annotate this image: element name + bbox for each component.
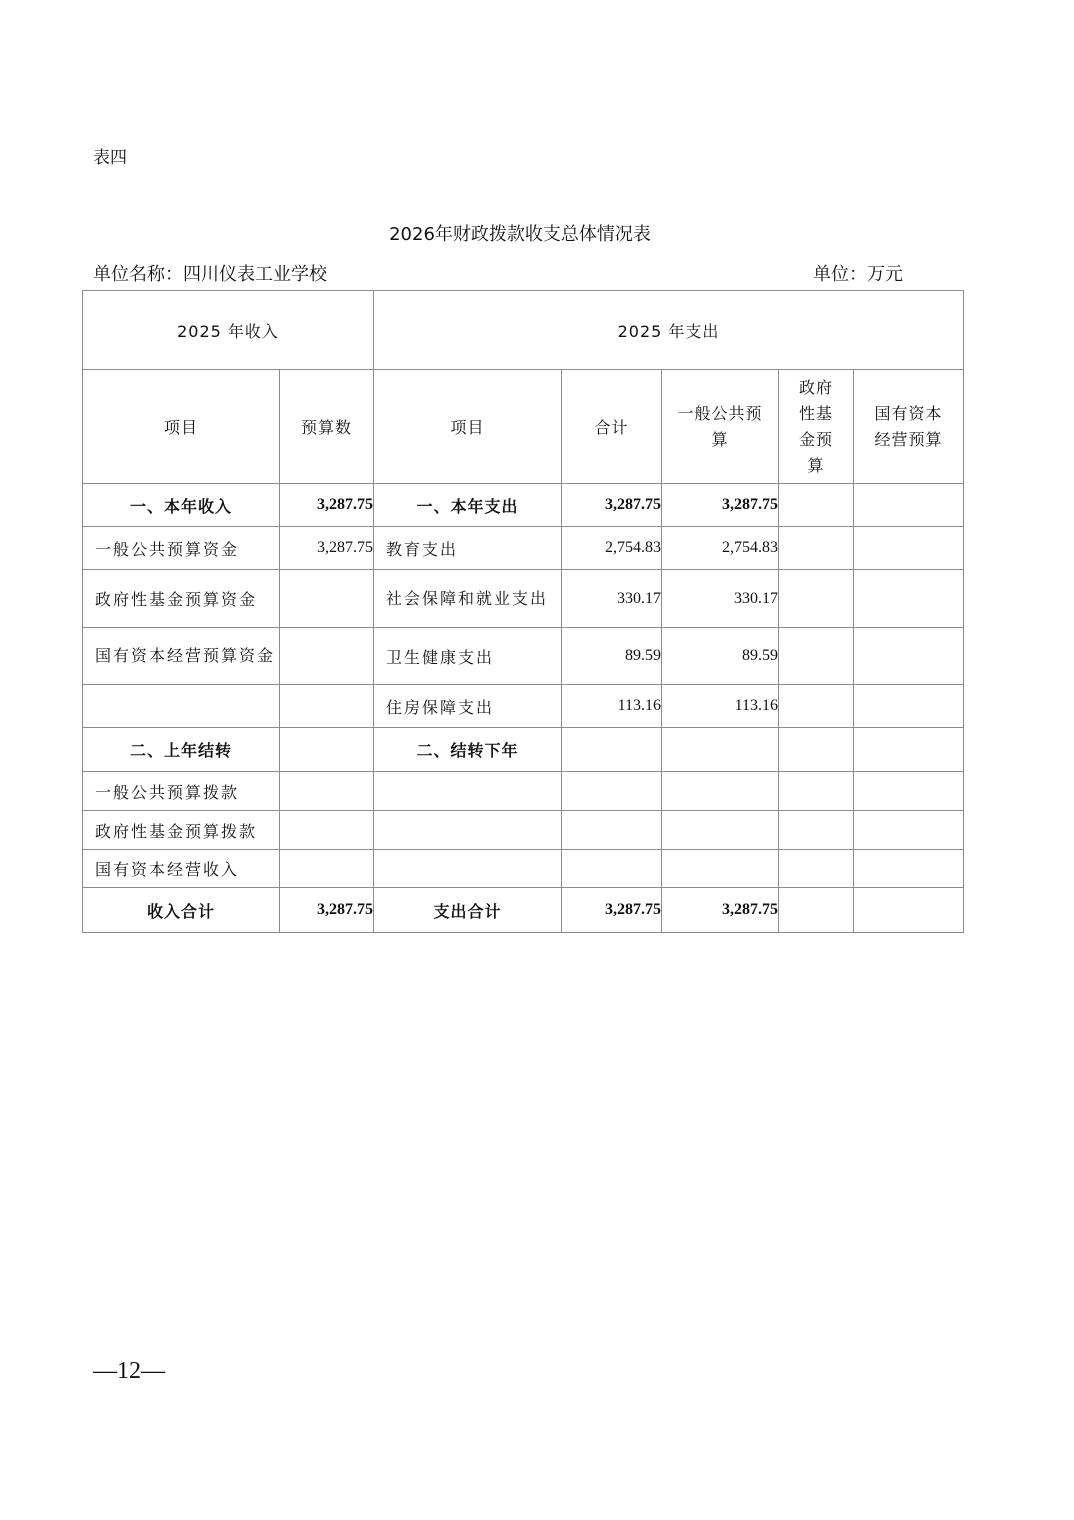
gov-fund-cell: [779, 628, 854, 685]
state-capital-cell: [854, 527, 964, 570]
expense-item-cell: 住房保障支出: [374, 685, 562, 728]
general-budget-total-value: 3,287.75: [662, 888, 779, 933]
totals-row: [83, 888, 964, 933]
total-cell: 330.17: [562, 570, 662, 628]
expense-group-header: 2025 年支出: [374, 291, 964, 370]
income-group-header: 2025 年收入: [83, 291, 374, 370]
state-capital-cell: [854, 772, 964, 811]
column-header-row: [83, 370, 964, 484]
total-cell: 89.59: [562, 628, 662, 685]
header-general-budget: 一般公共预算: [662, 370, 779, 484]
income-item-cell: 政府性基金预算资金: [83, 570, 280, 628]
state-capital-cell: [854, 484, 964, 527]
table-row: [83, 728, 964, 772]
unit-label: 单位：万元: [813, 264, 903, 285]
income-value-cell: [280, 850, 374, 888]
header-income-item: 项目: [83, 370, 280, 484]
income-total-label: 收入合计: [83, 888, 280, 933]
total-cell: 2,754.83: [562, 527, 662, 570]
general-budget-cell: [662, 728, 779, 772]
income-value-cell: [280, 772, 374, 811]
income-value-cell: [280, 728, 374, 772]
gov-fund-cell: [779, 527, 854, 570]
total-cell: 3,287.75: [562, 484, 662, 527]
table-row: [83, 850, 964, 888]
expense-item-cell: [374, 850, 562, 888]
state-capital-cell: [854, 728, 964, 772]
unit-name: 单位名称：四川仪表工业学校: [93, 264, 327, 285]
expense-item-cell: 一、本年支出: [374, 484, 562, 527]
table-row: [83, 811, 964, 850]
income-value-cell: [280, 628, 374, 685]
table-row: [83, 484, 964, 527]
income-value-cell: [280, 685, 374, 728]
page-number: —12—: [93, 1358, 165, 1384]
expense-item-cell: [374, 811, 562, 850]
expense-total-label: 支出合计: [374, 888, 562, 933]
general-budget-cell: 2,754.83: [662, 527, 779, 570]
income-value-cell: 3,287.75: [280, 484, 374, 527]
gov-fund-cell: [779, 484, 854, 527]
expense-item-cell: 二、结转下年: [374, 728, 562, 772]
header-state-capital: 国有资本经营预算: [854, 370, 964, 484]
expense-item-cell: [374, 772, 562, 811]
income-item-cell: 国有资本经营收入: [83, 850, 280, 888]
income-item-cell: 一般公共预算资金: [83, 527, 280, 570]
header-income-budget: 预算数: [280, 370, 374, 484]
income-item-cell: 一般公共预算拨款: [83, 772, 280, 811]
income-value-cell: 3,287.75: [280, 527, 374, 570]
gov-fund-cell: [779, 850, 854, 888]
income-total-value: 3,287.75: [280, 888, 374, 933]
header-gov-fund: 政府性基金预算: [779, 370, 854, 484]
expense-total-value: 3,287.75: [562, 888, 662, 933]
state-capital-cell: [854, 888, 964, 933]
total-cell: 113.16: [562, 685, 662, 728]
total-cell: [562, 772, 662, 811]
income-item-cell: 国有资本经营预算资金: [83, 628, 280, 685]
state-capital-cell: [854, 811, 964, 850]
gov-fund-cell: [779, 811, 854, 850]
income-item-cell: 政府性基金预算拨款: [83, 811, 280, 850]
table-row: [83, 570, 964, 628]
general-budget-cell: 113.16: [662, 685, 779, 728]
income-item-cell: [83, 685, 280, 728]
general-budget-cell: [662, 850, 779, 888]
gov-fund-cell: [779, 728, 854, 772]
gov-fund-cell: [779, 685, 854, 728]
income-value-cell: [280, 811, 374, 850]
general-budget-cell: 3,287.75: [662, 484, 779, 527]
expense-item-cell: 教育支出: [374, 527, 562, 570]
general-budget-cell: [662, 811, 779, 850]
gov-fund-cell: [779, 888, 854, 933]
state-capital-cell: [854, 628, 964, 685]
income-item-cell: 一、本年收入: [83, 484, 280, 527]
table-row: [83, 685, 964, 728]
table-row: [83, 772, 964, 811]
general-budget-cell: 89.59: [662, 628, 779, 685]
budget-table: [82, 290, 964, 933]
income-item-cell: 二、上年结转: [83, 728, 280, 772]
table-label: 表四: [93, 148, 127, 168]
state-capital-cell: [854, 850, 964, 888]
state-capital-cell: [854, 685, 964, 728]
income-value-cell: [280, 570, 374, 628]
table-row: [83, 628, 964, 685]
total-cell: [562, 811, 662, 850]
total-cell: [562, 850, 662, 888]
general-budget-cell: 330.17: [662, 570, 779, 628]
header-expense-item: 项目: [374, 370, 562, 484]
expense-item-cell: 社会保障和就业支出: [374, 570, 562, 628]
group-header-row: [83, 291, 964, 370]
general-budget-cell: [662, 772, 779, 811]
state-capital-cell: [854, 570, 964, 628]
expense-item-cell: 卫生健康支出: [374, 628, 562, 685]
table-row: [83, 527, 964, 570]
header-total: 合计: [562, 370, 662, 484]
gov-fund-cell: [779, 772, 854, 811]
document-title: 2026年财政拨款收支总体情况表: [389, 224, 651, 245]
gov-fund-cell: [779, 570, 854, 628]
total-cell: [562, 728, 662, 772]
